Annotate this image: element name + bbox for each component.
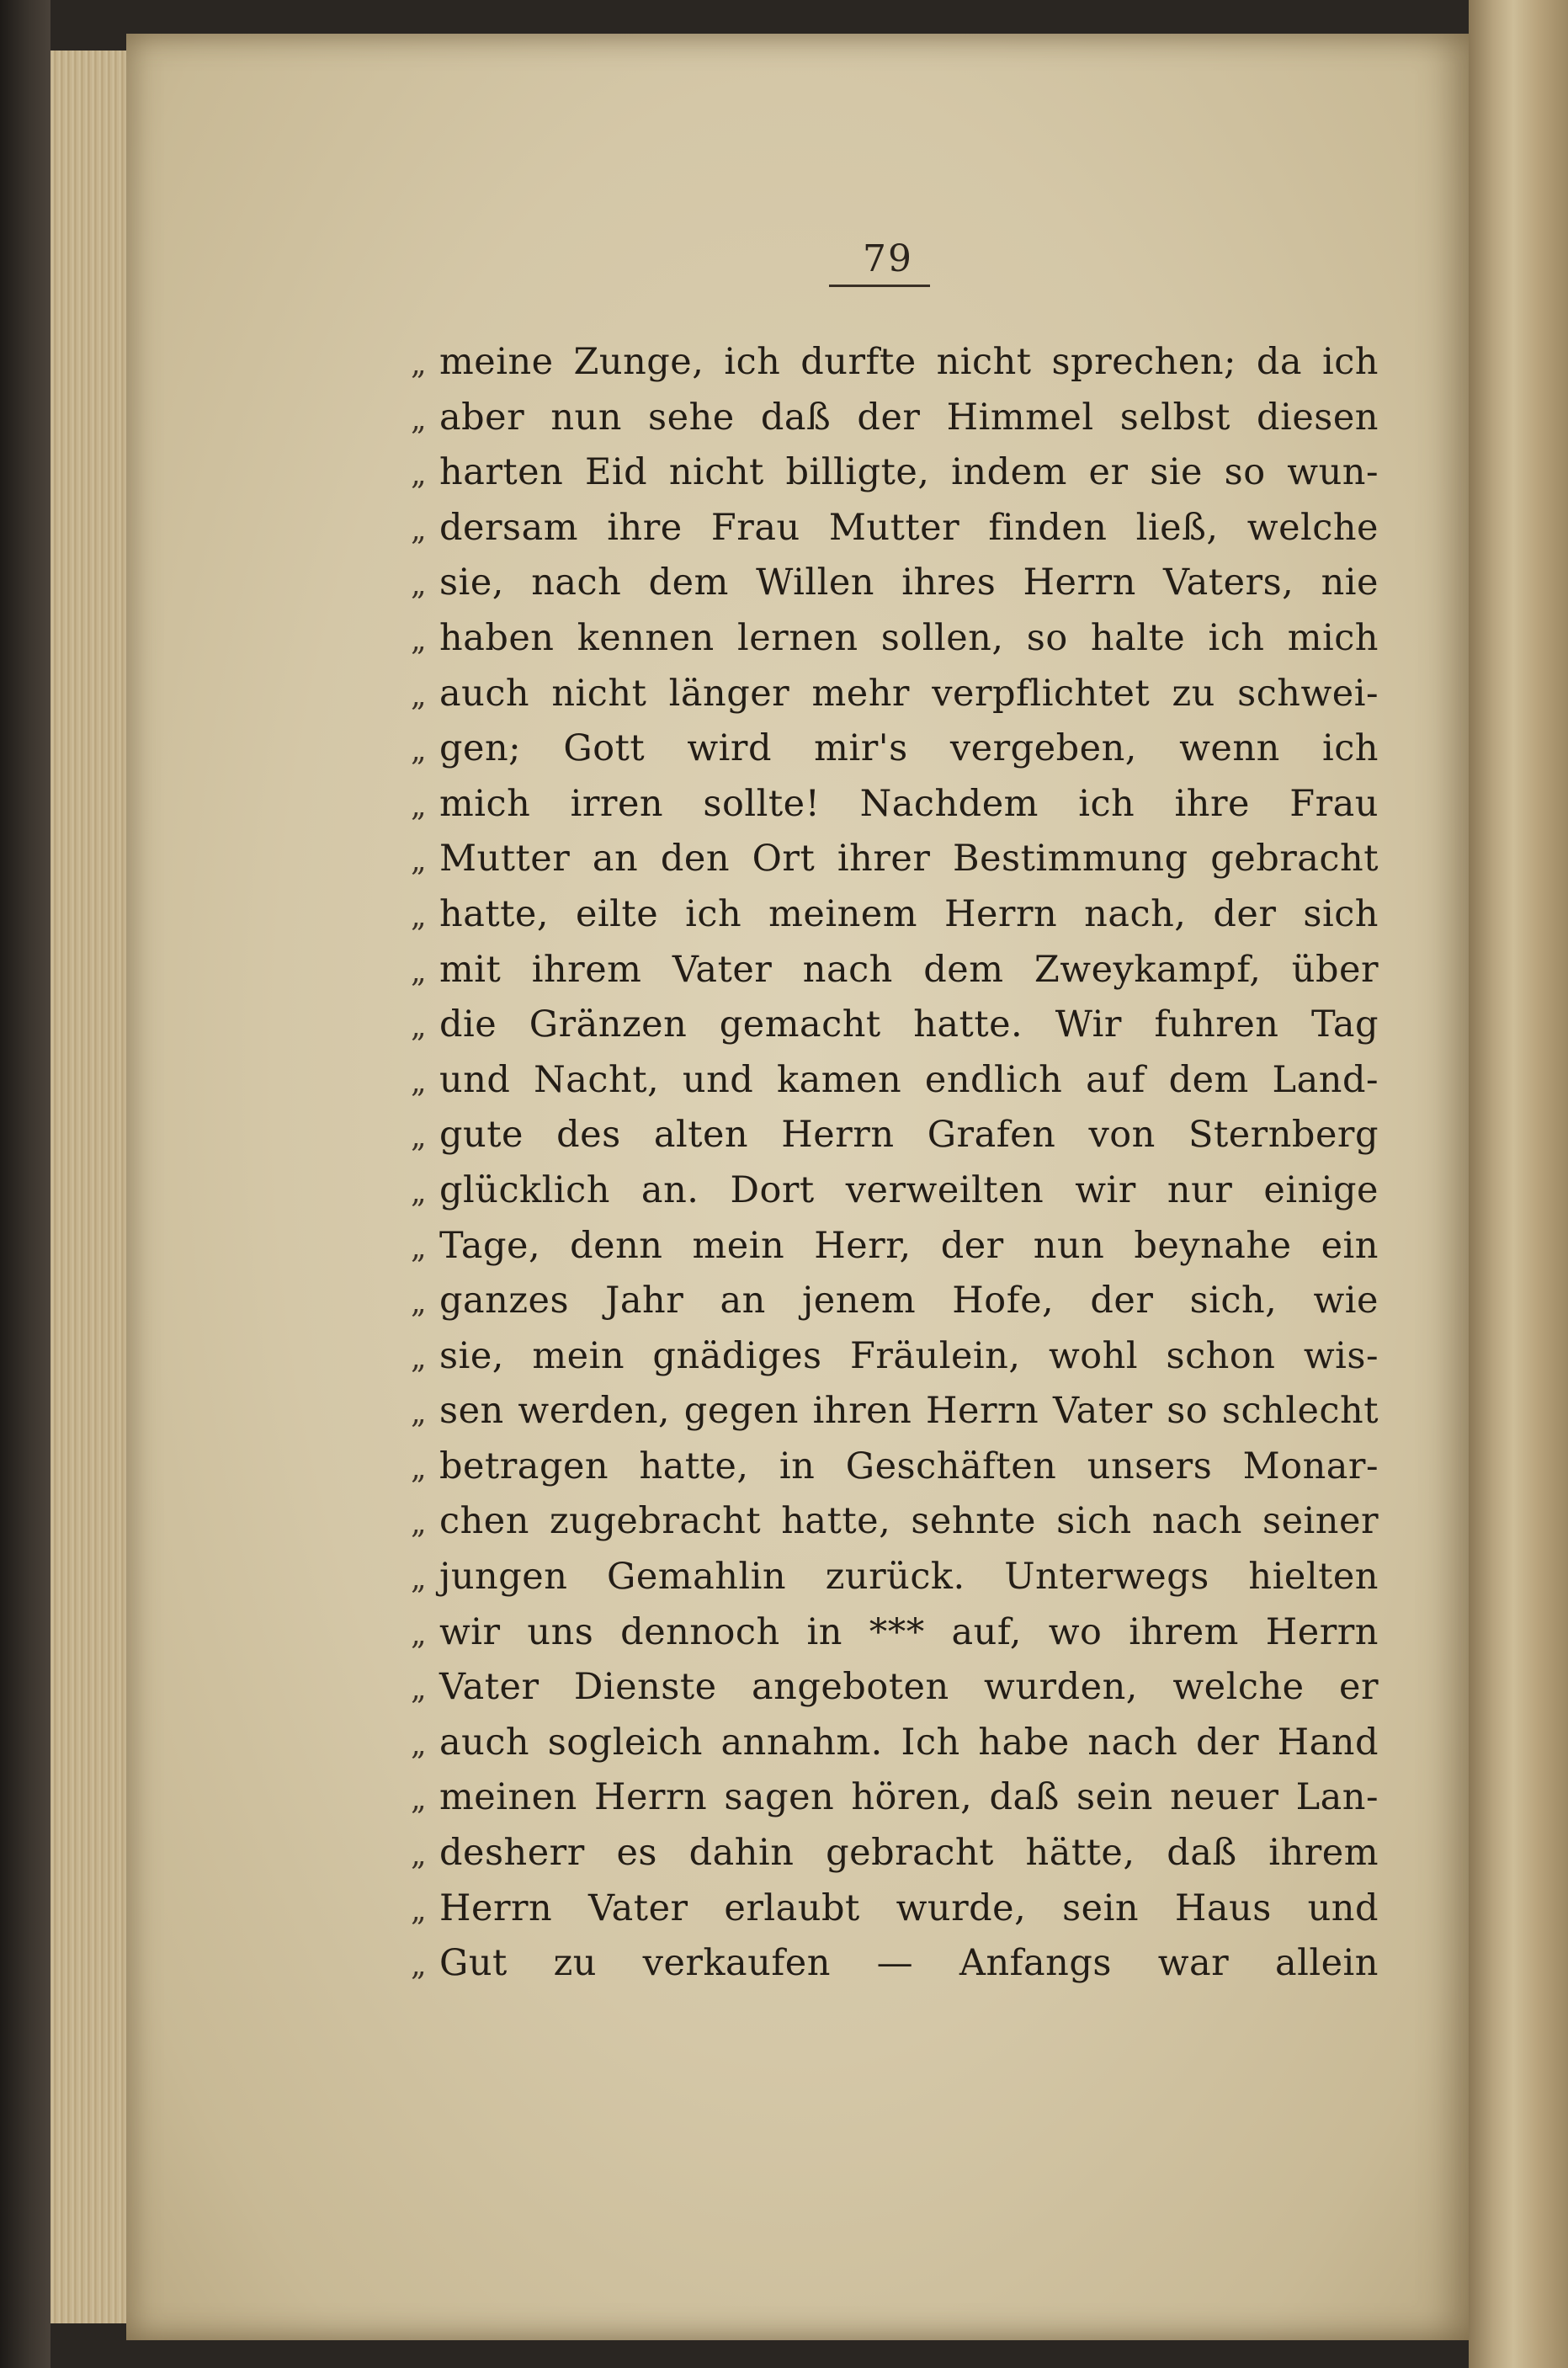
text-line — [411, 1274, 1379, 1329]
quote-mark: „ — [411, 1672, 427, 1707]
quote-mark: „ — [411, 788, 427, 823]
quote-mark: „ — [411, 402, 427, 437]
text-line — [411, 721, 1379, 777]
text-line — [411, 667, 1379, 722]
quote-mark: „ — [411, 1616, 427, 1652]
line-text: meine Zunge, ich durfte nicht sprechen; da ich — [439, 341, 1379, 383]
quote-mark: „ — [411, 898, 427, 934]
quote-mark: „ — [411, 733, 427, 769]
page-text-block — [411, 335, 1379, 1992]
line-text: sen werden, gegen ihren Herrn Vater so schlecht — [439, 1390, 1379, 1433]
line-text: mich irren sollte! Nachdem ich ihre Frau — [439, 782, 1379, 825]
quote-mark: „ — [411, 567, 427, 603]
text-line — [411, 1494, 1379, 1550]
quote-mark: „ — [411, 1174, 427, 1210]
line-text: chen zugebracht hatte, sehnte sich nach seiner — [439, 1500, 1379, 1543]
line-text: Vater Dienste angeboten wurden, welche er — [439, 1666, 1379, 1709]
line-text: mit ihrem Vater nach dem Zweykampf, über — [439, 948, 1379, 991]
text-line — [411, 611, 1379, 667]
line-text: Tage, denn mein Herr, der nun beynahe ein — [439, 1224, 1379, 1267]
line-text: sie, mein gnädiges Fräulein, wohl schon wis- — [439, 1334, 1379, 1377]
line-text: die Gränzen gemacht hatte. Wir fuhren Tag — [439, 1003, 1379, 1046]
text-line — [411, 832, 1379, 887]
text-line — [411, 1660, 1379, 1716]
quote-mark: „ — [411, 1285, 427, 1321]
text-line — [411, 998, 1379, 1053]
text-line — [411, 501, 1379, 556]
text-line — [411, 1439, 1379, 1495]
line-text: betragen hatte, in Geschäften unsers Monar- — [439, 1445, 1379, 1487]
text-line — [411, 1219, 1379, 1274]
quote-mark: „ — [411, 1120, 427, 1155]
text-line — [411, 1716, 1379, 1771]
line-text: Mutter an den Ort ihrer Bestimmung gebracht — [439, 838, 1379, 881]
quote-mark: „ — [411, 1230, 427, 1265]
line-text: jungen Gemahlin zurück. Unterwegs hielten — [439, 1556, 1379, 1599]
text-line — [411, 1605, 1379, 1661]
text-line — [411, 1163, 1379, 1219]
text-line — [411, 1770, 1379, 1826]
quote-mark: „ — [411, 347, 427, 381]
quote-mark: „ — [411, 1727, 427, 1762]
quote-mark: „ — [411, 1782, 427, 1817]
quote-mark: „ — [411, 954, 427, 989]
line-text: meinen Herrn sagen hören, daß sein neuer Lan- — [439, 1776, 1379, 1819]
text-line — [411, 1384, 1379, 1439]
quote-mark: „ — [411, 1450, 427, 1486]
page-number-rule — [829, 285, 930, 287]
text-line — [411, 1936, 1379, 1992]
quote-mark: „ — [411, 512, 427, 547]
line-text: wir uns dennoch in *** auf, wo ihrem Herrn — [439, 1610, 1379, 1653]
line-text: desherr es dahin gebracht hätte, daß ihrem — [439, 1832, 1379, 1875]
text-line — [411, 1881, 1379, 1937]
line-text: aber nun sehe daß der Himmel selbst diesen — [439, 396, 1379, 439]
line-text: und Nacht, und kamen endlich auf dem Land- — [439, 1058, 1379, 1101]
line-text: harten Eid nicht billigte, indem er sie so wun- — [439, 451, 1379, 494]
quote-mark: „ — [411, 1009, 427, 1045]
line-text: Gut zu verkaufen — Anfangs war allein — [439, 1942, 1379, 1985]
quote-mark: „ — [411, 1948, 427, 1983]
quote-mark: „ — [411, 1340, 427, 1376]
line-text: auch sogleich annahm. Ich habe nach der Hand — [439, 1721, 1379, 1764]
quote-mark: „ — [411, 1396, 427, 1431]
text-line — [411, 1826, 1379, 1881]
quote-mark: „ — [411, 843, 427, 879]
page-number: 79 — [863, 237, 913, 280]
text-line — [411, 1053, 1379, 1109]
text-line — [411, 943, 1379, 998]
quote-mark: „ — [411, 457, 427, 492]
book-gutter — [1469, 0, 1568, 2368]
line-text: haben kennen lernen sollen, so halte ich mich — [439, 616, 1379, 659]
line-text: glücklich an. Dort verweilten wir nur einige — [439, 1168, 1379, 1211]
line-text: ganzes Jahr an jenem Hofe, der sich, wie — [439, 1280, 1379, 1322]
text-line — [411, 1329, 1379, 1385]
quote-mark: „ — [411, 1838, 427, 1873]
text-line — [411, 887, 1379, 943]
quote-mark: „ — [411, 678, 427, 713]
text-line — [411, 335, 1379, 391]
quote-mark: „ — [411, 1562, 427, 1597]
text-line — [411, 445, 1379, 501]
line-text: auch nicht länger mehr verpflichtet zu schwei- — [439, 672, 1379, 715]
line-text: hatte, eilte ich meinem Herrn nach, der sich — [439, 892, 1379, 935]
line-text: gen; Gott wird mir's vergeben, wenn ich — [439, 727, 1379, 770]
line-text: gute des alten Herrn Grafen von Sternberg — [439, 1114, 1379, 1157]
line-text: sie, nach dem Willen ihres Herrn Vaters, nie — [439, 561, 1379, 604]
book-cover-edge — [0, 0, 50, 2368]
quote-mark: „ — [411, 622, 427, 657]
line-text: Herrn Vater erlaubt wurde, sein Haus und — [439, 1886, 1379, 1929]
quote-mark: „ — [411, 1892, 427, 1928]
text-line — [411, 556, 1379, 611]
text-line — [411, 777, 1379, 833]
text-line — [411, 391, 1379, 446]
text-line — [411, 1550, 1379, 1605]
line-text: dersam ihre Frau Mutter finden ließ, welche — [439, 506, 1379, 549]
quote-mark: „ — [411, 1506, 427, 1541]
text-line — [411, 1108, 1379, 1163]
quote-mark: „ — [411, 1064, 427, 1099]
